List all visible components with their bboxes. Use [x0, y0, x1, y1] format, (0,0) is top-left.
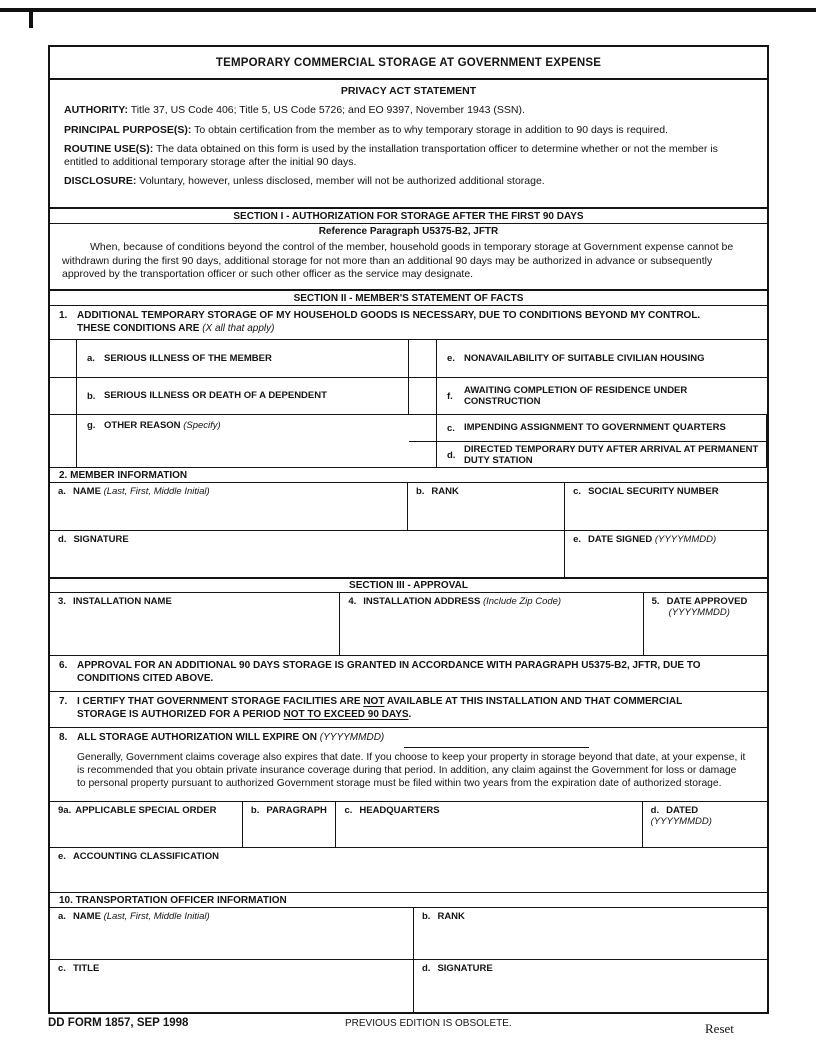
item1-text	[77, 310, 757, 335]
member-date-signed-letter: e.	[573, 534, 582, 545]
officer-name-letter: a.	[58, 911, 66, 922]
privacy-routine	[64, 143, 753, 168]
dd-form-1857	[48, 45, 769, 1014]
item8-date-note: (YYYYMMDD)	[319, 732, 385, 743]
item7-s2: AVAILABLE AT THIS INSTALLATION AND THAT COMMERCIAL	[386, 696, 683, 707]
item6-text	[77, 660, 757, 685]
privacy-authority	[64, 104, 753, 117]
item7-underline1: NOT	[363, 696, 385, 707]
section2-header: SECTION II - MEMBER'S STATEMENT OF FACTS	[50, 291, 767, 306]
privacy-heading: PRIVACY ACT STATEMENT	[340, 85, 477, 97]
officer-signature-label: SIGNATURE	[437, 963, 493, 974]
member-info-header: 2. MEMBER INFORMATION	[50, 468, 767, 483]
authority-label: AUTHORITY:	[64, 104, 128, 116]
item1-apply-note: (X all that apply)	[202, 322, 275, 334]
officer-rank-letter: b.	[422, 911, 431, 922]
date-approved-label: DATE APPROVED	[666, 596, 748, 607]
item8-statement	[50, 728, 767, 802]
special-order-label: APPLICABLE SPECIAL ORDER	[75, 805, 217, 816]
officer-row-cd	[50, 960, 767, 1012]
condition-f	[437, 378, 767, 415]
member-signature-label: SIGNATURE	[73, 534, 129, 545]
field-installation-address[interactable]	[340, 593, 643, 655]
checkbox-a[interactable]	[50, 340, 77, 378]
item6-line1: APPROVAL FOR AN ADDITIONAL 90 DAYS STORAGE IS GRANTED IN ACCORDANCE WITH PARAGRAPH U5375-B2, JFTR, DUE TO	[77, 660, 701, 671]
condition-b	[77, 378, 409, 415]
item1-line2: THESE CONDITIONS ARE	[77, 322, 200, 334]
item8-number: 8.	[59, 732, 68, 743]
item7-s4: .	[408, 708, 412, 720]
member-signature-letter: d.	[58, 534, 67, 545]
field-officer-title[interactable]	[50, 960, 414, 1012]
form-footer	[48, 1017, 769, 1036]
item7-underline2: NOT TO EXCEED 90 DAYS	[283, 708, 409, 720]
condition-c-letter: c.	[447, 422, 455, 434]
field-member-name[interactable]	[50, 483, 408, 530]
member-row-de	[50, 531, 767, 579]
privacy-disclosure	[64, 175, 753, 188]
item6-line2: CONDITIONS CITED ABOVE.	[77, 672, 214, 684]
member-rank-label: RANK	[431, 486, 459, 497]
paragraph-label: PARAGRAPH	[266, 805, 327, 816]
field-dated[interactable]	[643, 802, 767, 847]
checkbox-g[interactable]	[50, 415, 77, 468]
condition-d-label: DIRECTED TEMPORARY DUTY AFTER ARRIVAL AT PERMANENT DUTY STATION	[464, 443, 759, 466]
condition-a-letter: a.	[87, 353, 95, 364]
item6-statement	[50, 656, 767, 692]
member-date-signed-note: (YYYYMMDD)	[654, 534, 717, 545]
member-name-label: NAME	[72, 486, 101, 497]
condition-g[interactable]	[77, 415, 409, 468]
field-member-ssn[interactable]	[565, 483, 767, 530]
field-member-date-signed[interactable]	[565, 531, 767, 577]
special-order-letter: 9a.	[58, 805, 72, 816]
approval-row-345	[50, 593, 767, 656]
authority-text: Title 37, US Code 406; Title 5, US Code 5726; and EO 9397, November 1943 (SSN).	[130, 104, 525, 116]
privacy-purpose	[64, 124, 753, 137]
field-member-rank[interactable]	[408, 483, 565, 530]
field-special-order[interactable]	[50, 802, 243, 847]
condition-f-label: AWAITING COMPLETION OF RESIDENCE UNDER CONSTRUCTION	[464, 384, 688, 407]
member-rank-letter: b.	[415, 486, 425, 497]
installation-name-number: 3.	[58, 596, 66, 607]
condition-e-letter: e.	[447, 353, 455, 364]
reset-button[interactable]: Reset	[705, 1021, 734, 1036]
condition-a-label: SERIOUS ILLNESS OF THE MEMBER	[104, 352, 272, 364]
item8-date-fill-line[interactable]	[404, 747, 589, 748]
installation-address-number: 4.	[348, 596, 357, 607]
date-approved-note: (YYYYMMDD)	[668, 607, 730, 618]
scan-artifact-bar	[0, 8, 816, 12]
officer-name-note: (Last, First, Middle Initial)	[103, 911, 210, 922]
officer-signature-letter: d.	[422, 963, 431, 974]
scan-artifact-tick	[29, 10, 33, 28]
conditions-table	[50, 340, 767, 468]
item8-body: Generally, Government claims coverage also expires that date. If you choose to keep your property in storage beyond that date, at your expense, it is recommended that you obtain private insurance coverage during that period. In addition, any claim against the Government for loss or damage to personal property pursuant to authorized Government storage must be filed within two years from the expiration date of authorized storage.	[77, 751, 746, 789]
condition-d	[437, 442, 767, 468]
condition-b-letter: b.	[87, 390, 96, 402]
member-name-note: (Last, First, Middle Initial)	[103, 486, 210, 497]
section1-body-row	[50, 239, 767, 291]
condition-e-label: NONAVAILABILITY OF SUITABLE CIVILIAN HOUSING	[464, 352, 705, 364]
obsolete-note: PREVIOUS EDITION IS OBSOLETE.	[345, 1018, 512, 1029]
item7-statement	[50, 692, 767, 728]
section3-header: SECTION III - APPROVAL	[50, 579, 767, 593]
member-ssn-label: SOCIAL SECURITY NUMBER	[588, 486, 719, 497]
section1-reference: Reference Paragraph U5375-B2, JFTR	[318, 226, 499, 237]
form-title-row	[50, 47, 767, 80]
member-ssn-letter: c.	[573, 486, 582, 497]
privacy-act-statement	[50, 80, 767, 209]
field-accounting-classification[interactable]	[50, 848, 767, 892]
member-row-abc	[50, 483, 767, 531]
checkbox-c[interactable]	[409, 415, 437, 442]
officer-rank-label: RANK	[437, 911, 465, 922]
section1-header: SECTION I - AUTHORIZATION FOR STORAGE AFTER THE FIRST 90 DAYS	[50, 209, 767, 224]
checkbox-f[interactable]	[409, 378, 437, 415]
dated-letter: d.	[650, 805, 660, 816]
accounting-letter: e.	[58, 851, 66, 862]
section1-body-text: When, because of conditions beyond the control of the member, household goods in temporary storage at Government expense cannot be withdrawn during the first 90 days, additional storage for not more than an additional 90 days may be authorized in advance or subsequently approved by the transportation officer or such other officer as the service may designate.	[62, 241, 734, 280]
transportation-officer-header: 10. TRANSPORTATION OFFICER INFORMATION	[50, 893, 767, 908]
field-date-approved[interactable]	[644, 593, 767, 655]
item1-statement	[50, 306, 767, 340]
headquarters-letter: c.	[344, 805, 353, 816]
condition-c-label: IMPENDING ASSIGNMENT TO GOVERNMENT QUARTERS	[464, 422, 726, 434]
condition-d-letter: d.	[447, 449, 456, 461]
headquarters-label: HEADQUARTERS	[359, 805, 440, 816]
condition-f-letter: f.	[447, 390, 453, 402]
item7-s3: STORAGE IS AUTHORIZED FOR A PERIOD	[77, 708, 281, 720]
item7-s1: I CERTIFY THAT GOVERNMENT STORAGE FACILITIES ARE	[77, 696, 361, 707]
installation-address-label: INSTALLATION ADDRESS	[363, 596, 481, 607]
routine-label: ROUTINE USE(S):	[64, 143, 154, 155]
officer-row-ab	[50, 908, 767, 960]
member-date-signed-label: DATE SIGNED	[588, 534, 653, 545]
date-approved-number: 5.	[651, 596, 660, 607]
item7-text	[77, 696, 757, 721]
officer-name-label: NAME	[72, 911, 101, 922]
condition-b-label: SERIOUS ILLNESS OR DEATH OF A DEPENDENT	[104, 390, 327, 402]
purpose-label: PRINCIPAL PURPOSE(S):	[64, 123, 192, 136]
installation-address-note: (Include Zip Code)	[482, 596, 562, 607]
item8-label-wrap	[77, 732, 757, 745]
condition-a	[77, 340, 409, 378]
field-member-signature[interactable]	[50, 531, 565, 577]
condition-g-label: OTHER REASON	[104, 420, 181, 431]
item7-number: 7.	[59, 696, 68, 707]
field-officer-rank[interactable]	[414, 908, 767, 959]
field-paragraph[interactable]	[243, 802, 337, 847]
order-row-9	[50, 802, 767, 848]
condition-c	[437, 415, 767, 442]
officer-title-label: TITLE	[72, 963, 100, 974]
dated-note: (YYYYMMDD)	[650, 816, 712, 827]
field-officer-name[interactable]	[50, 908, 414, 959]
member-name-letter: a.	[58, 486, 66, 497]
form-title: TEMPORARY COMMERCIAL STORAGE AT GOVERNMENT EXPENSE	[215, 56, 602, 69]
condition-g-note: (Specify)	[183, 420, 221, 431]
field-headquarters[interactable]	[336, 802, 642, 847]
checkbox-e[interactable]	[409, 340, 437, 378]
dated-label: DATED	[666, 805, 699, 816]
disclosure-label: DISCLOSURE:	[64, 175, 137, 187]
condition-g-label-wrap	[104, 420, 403, 432]
paragraph-letter: b.	[250, 805, 260, 816]
disclosure-text: Voluntary, however, unless disclosed, member will not be authorized additional storage.	[139, 175, 545, 187]
item1-line1: ADDITIONAL TEMPORARY STORAGE OF MY HOUSEHOLD GOODS IS NECESSARY, DUE TO CONDITIONS BEYOND MY CONTROL.	[77, 310, 701, 321]
order-row-9e	[50, 848, 767, 893]
routine-text: The data obtained on this form is used by the installation transportation officer to determine whether or not the member is entitled to additional temporary storage after the initial 90 days.	[64, 143, 718, 168]
field-installation-name[interactable]	[50, 593, 340, 655]
condition-g-letter: g.	[87, 420, 96, 431]
condition-e	[437, 340, 767, 378]
accounting-label: ACCOUNTING CLASSIFICATION	[72, 851, 219, 862]
purpose-text: To obtain certification from the member as to why temporary storage in addition to 90 days is required.	[194, 123, 669, 136]
officer-title-letter: c.	[58, 963, 66, 974]
field-officer-signature[interactable]	[414, 960, 767, 1012]
item1-number: 1.	[59, 310, 68, 321]
checkbox-b[interactable]	[50, 378, 77, 415]
form-number: DD FORM 1857, SEP 1998	[48, 1017, 189, 1029]
item6-number: 6.	[59, 660, 68, 671]
item8-label: ALL STORAGE AUTHORIZATION WILL EXPIRE ON	[77, 732, 318, 743]
installation-name-label: INSTALLATION NAME	[72, 596, 172, 607]
checkbox-d[interactable]	[409, 442, 437, 468]
